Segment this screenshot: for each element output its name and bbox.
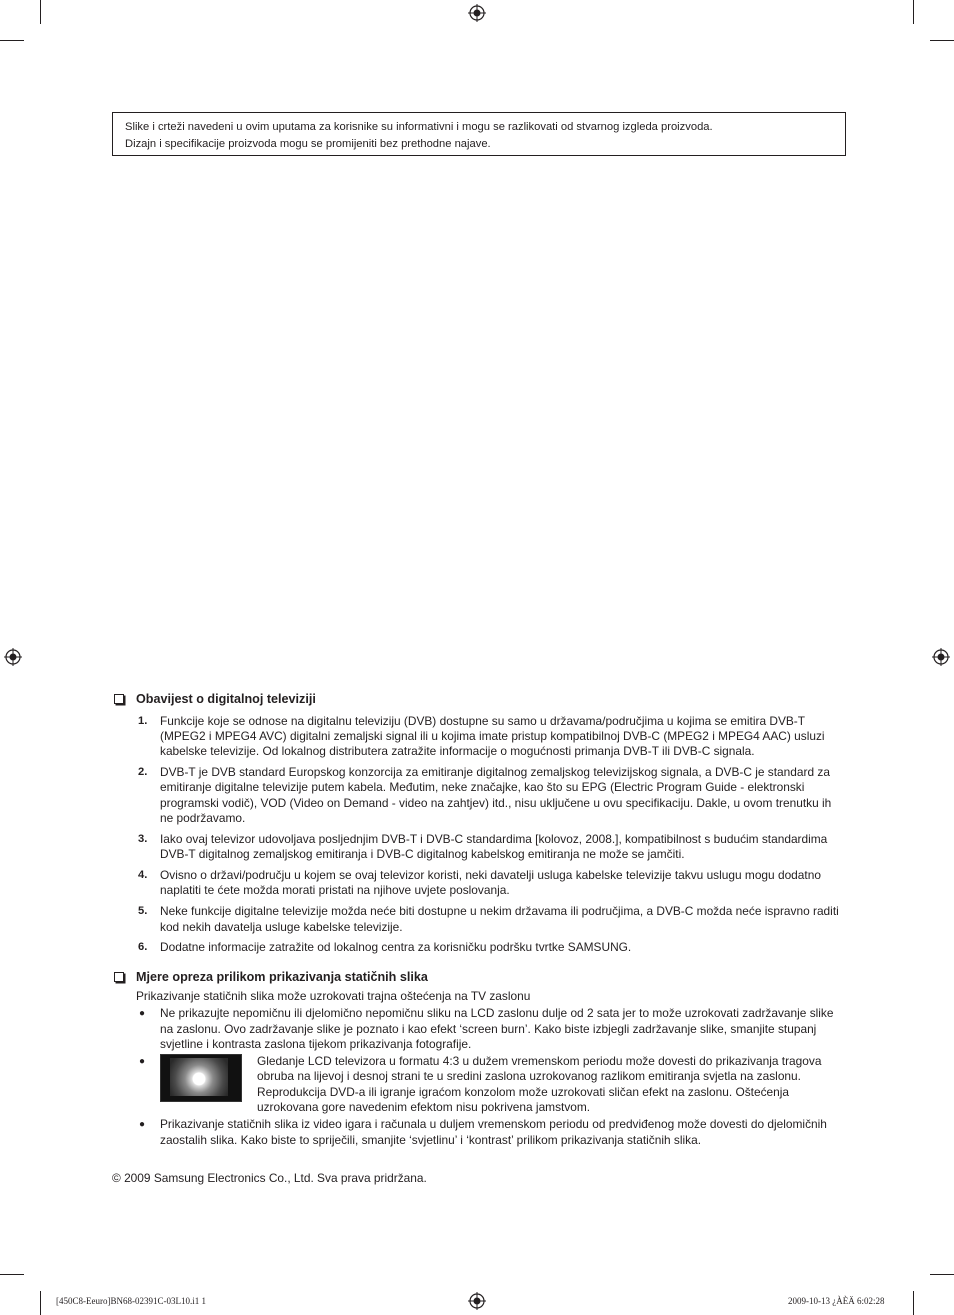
list-item [112, 1054, 847, 1115]
disclaimer-box [112, 112, 846, 156]
list-item [112, 904, 847, 935]
crop-mark [913, 0, 914, 24]
item-text: Iako ovaj televizor udovoljava posljednjim DVB-T i DVB-C standardima [kolovoz, 2008.], kompatibilnost s budućim standardima DVB-T digitalnog zemaljskog emitiranja i DVB-C digitalnog kabelskog emitiranja ne može se jamčiti. [160, 831, 828, 862]
checkbox-icon [114, 972, 124, 982]
list-item [112, 868, 847, 899]
section-intro: Prikazivanje statičnih slika može uzrokovati trajna oštećenja na TV zaslonu [136, 989, 531, 1003]
print-slug-timestamp: 2009-10-13 ¿ÀÈÄ 6:02:28 [788, 1296, 885, 1306]
numbered-list [112, 714, 847, 956]
section-heading-text: Obavijest o digitalnoj televiziji [136, 692, 316, 706]
flower-picture [170, 1058, 228, 1096]
list-item [112, 765, 847, 826]
bullet-icon: ● [139, 1119, 146, 1131]
crop-mark [913, 1291, 914, 1315]
bullet-list [112, 1006, 847, 1148]
item-text: DVB-T je DVB standard Europskog konzorcija za emitiranje digitalnog zemaljskog televizijskog signala, a DVB-C je standard za emitiranje digitalne televizije putem kabela. Međutim, neke značajke, kao što su EPG (Electric Program Guide - elektronski programski vodič), VOD (Video on Demand - video na zahtjev) itd., nisu uključene u ovu specifikaciju. Dakle, u ovom trenutku ih ne podržavamo. [160, 765, 832, 825]
list-item [112, 1006, 847, 1052]
crop-mark [0, 40, 24, 41]
list-item [112, 940, 847, 955]
item-number: 1. [138, 714, 148, 727]
item-number: 3. [138, 832, 148, 845]
registration-mark-icon [468, 4, 486, 22]
crop-mark [930, 40, 954, 41]
registration-mark-icon [932, 648, 950, 666]
digital-tv-section [112, 690, 847, 956]
disclaimer-line-1: Slike i crteži navedeni u ovim uputama za korisnike su informativni i mogu se razlikovati od stvarnog izgleda proizvoda. [125, 121, 713, 133]
item-text: Funkcije koje se odnose na digitalnu televiziju (DVB) dostupne su samo u državama/područjima u kojima se emitira DVB-T (MPEG2 i MPEG4 AVC) digitalni zemaljski signal ili u kojima imate pristup kompatibilnoj DVB-C (MPEG2 i MPEG4 AAC) usluzi kabelske televizije. Od lokalnog distributera zatražite informacije o mogućnosti primanja DVB-T ili DVB-C signala. [160, 713, 825, 759]
disclaimer-line-2: Dizajn i specifikacije proizvoda mogu se promijeniti bez prethodne najave. [125, 138, 491, 150]
item-number: 4. [138, 869, 148, 882]
checkbox-icon [114, 694, 124, 704]
section-heading-text: Mjere opreza prilikom prikazivanja statičnih slika [136, 970, 428, 984]
print-slug-filename: [450C8-Eeuro]BN68-02391C-03L10.i1 1 [56, 1296, 206, 1306]
item-text: Ne prikazujte nepomičnu ili djelomično nepomičnu sliku na LCD zaslonu dulje od 2 sata jer to može uzrokovati zadržavanje slike na zaslonu. Ovo zadržavanje slike je poznato i kao efekt ‘screen burn’. Kako biste izbjegli zadržavanje slike, smanjite stupanj svjetline i kontrasta zaslona tijekom prikazivanja fotografije. [160, 1006, 834, 1051]
section-heading [112, 968, 847, 986]
static-image-section [112, 968, 847, 1148]
list-item [112, 714, 847, 760]
item-number: 2. [138, 766, 148, 779]
crop-mark [0, 1274, 24, 1275]
tv-screen-image [160, 1054, 242, 1102]
crop-mark [40, 0, 41, 24]
bullet-icon: ● [139, 1008, 146, 1020]
item-number: 5. [138, 905, 148, 918]
bullet-icon: ● [139, 1056, 146, 1068]
copyright-text: © 2009 Samsung Electronics Co., Ltd. Sva prava pridržana. [112, 1171, 427, 1185]
item-text: Ovisno o državi/području u kojem se ovaj televizor koristi, neki davatelji usluga kabelske televizije takvu uslugu mogu dodatno naplatiti te ćete možda morati pristati na njihove uvjete poslovanja. [160, 868, 821, 898]
item-text: Gledanje LCD televizora u formatu 4:3 u dužem vremenskom periodu može dovesti do prikazivanja tragova obruba na lijevoj i desnoj strani te u sredini zaslona uzrokovanog razlikom emitiranja svjetla na zaslonu. Reprodukcija DVD-a ili igranje igraćom konzolom može uzrokovati sličan efekt na zaslonu. Oštećenja uzrokovana gore navedenim efektom nisu pokrivena jamstvom. [257, 1054, 822, 1115]
section-heading [112, 690, 847, 708]
crop-mark [930, 1274, 954, 1275]
item-text: Neke funkcije digitalne televizije možda neće biti dostupne u nekim državama ili područjima, a DVB-C možda neće ispravno raditi kod nekih davatelja usluge kabelske televizije. [160, 904, 839, 934]
list-item [112, 832, 847, 863]
registration-mark-icon [4, 648, 22, 666]
item-number: 6. [138, 941, 148, 954]
crop-mark [40, 1291, 41, 1315]
registration-mark-icon [468, 1292, 486, 1310]
item-text: Prikazivanje statičnih slika iz video igara i računala u duljem vremenskom periodu od predviđenog može dovesti do djelomičnih zaostalih slika. Kako biste to spriječili, smanjite ‘svjetlinu’ i ‘kontrast’ prilikom prikazivanja statičnih slika. [160, 1117, 827, 1147]
item-text: Dodatne informacije zatražite od lokalnog centra za korisničku podršku tvrtke SAMSUNG. [160, 940, 632, 955]
list-item [112, 1117, 847, 1148]
